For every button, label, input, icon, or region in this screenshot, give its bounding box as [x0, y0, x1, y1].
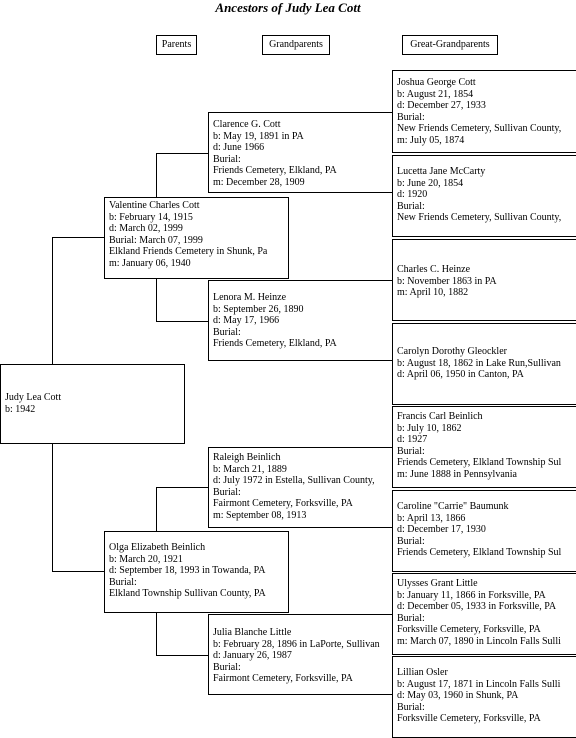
- person-box-great-grandparent-2: [392, 155, 576, 237]
- connector-line: [52, 237, 53, 365]
- birth-text: b: March 20, 1921: [109, 553, 183, 565]
- birth-text: b: May 19, 1891 in PA: [213, 130, 304, 142]
- burial-place-text: Fairmont Cemetery, Forksville, PA: [213, 498, 353, 510]
- birth-text: b: April 13, 1866: [397, 512, 466, 524]
- connector-line: [156, 153, 208, 154]
- person-box-self: [0, 364, 185, 444]
- name-text: Lucetta Jane McCarty: [397, 166, 486, 177]
- connector-line: [52, 443, 53, 572]
- name-text: Carolyn Dorothy Gleockler: [397, 346, 507, 357]
- burial-text: Burial:: [213, 486, 241, 498]
- connector-line: [156, 487, 208, 488]
- birth-text: b: November 1863 in PA: [397, 275, 497, 287]
- marriage-text: m: April 10, 1882: [397, 287, 469, 299]
- header-grandparents: Grandparents: [262, 35, 330, 55]
- birth-text: b: January 11, 1866 in Forksville, PA: [397, 589, 546, 601]
- person-box-father: [104, 197, 289, 279]
- burial-text: Burial: March 07, 1999: [109, 234, 203, 246]
- burial-text: Burial:: [397, 612, 425, 624]
- marriage-text: m: December 28, 1909: [213, 176, 305, 188]
- name-text: Olga Elizabeth Beinlich: [109, 542, 206, 553]
- person-box-paternal-grandmother: [208, 280, 392, 361]
- header-parents: Parents: [156, 35, 197, 55]
- person-box-great-grandparent-6: [392, 490, 576, 572]
- death-text: d: March 02, 1999: [109, 223, 183, 235]
- birth-text: b: August 18, 1862 in Lake Run,Sullivan: [397, 357, 561, 369]
- chart-title: Ancestors of Judy Lea Cott: [215, 0, 361, 15]
- name-text: Raleigh Beinlich: [213, 452, 281, 463]
- death-text: d: June 1966: [213, 142, 265, 154]
- burial-place-text: Friends Cemetery, Elkland, PA: [213, 338, 337, 350]
- person-box-paternal-grandfather: [208, 112, 392, 193]
- name-text: Francis Carl Beinlich: [397, 411, 483, 422]
- burial-text: Burial:: [397, 535, 425, 547]
- death-text: d: 1927: [397, 434, 428, 446]
- connector-line: [52, 237, 104, 238]
- person-box-great-grandparent-3: [392, 239, 576, 321]
- birth-text: b: February 14, 1915: [109, 211, 193, 223]
- burial-text: Burial:: [213, 153, 241, 165]
- person-box-maternal-grandmother: [208, 614, 392, 695]
- person-box-great-grandparent-8: [392, 656, 576, 738]
- name-text: Charles C. Heinze: [397, 264, 471, 275]
- birth-text: b: September 26, 1890: [213, 303, 304, 315]
- name-text: Julia Blanche Little: [213, 627, 292, 638]
- name-text: Lenora M. Heinze: [213, 292, 287, 303]
- marriage-text: m: June 1888 in Pennsylvania: [397, 468, 517, 480]
- burial-place-text: Elkland Township Sullivan County, PA: [109, 588, 266, 600]
- connector-line: [156, 655, 208, 656]
- burial-text: Burial:: [397, 111, 425, 123]
- burial-place-text: Fairmont Cemetery, Forksville, PA: [213, 673, 353, 685]
- person-box-great-grandparent-1: [392, 70, 576, 153]
- connector-line: [156, 153, 157, 198]
- birth-text: b: 1942: [5, 403, 36, 415]
- birth-text: b: June 20, 1854: [397, 177, 464, 189]
- marriage-text: m: July 05, 1874: [397, 134, 465, 146]
- death-text: d: December 05, 1933 in Forksville, PA: [397, 601, 557, 613]
- death-text: d: 1920: [397, 189, 428, 201]
- burial-place-text: Friends Cemetery, Elkland, PA: [213, 165, 337, 177]
- burial-text: Burial:: [397, 200, 425, 212]
- marriage-text: m: March 07, 1890 in Lincoln Falls Sulli: [397, 635, 561, 647]
- burial-place-text: Forksville Cemetery, Forksville, PA: [397, 624, 541, 636]
- connector-line: [156, 487, 157, 531]
- connector-line: [156, 278, 157, 321]
- birth-text: b: February 28, 1896 in LaPorte, Sullivan: [213, 638, 380, 650]
- death-text: d: May 03, 1960 in Shunk, PA: [397, 690, 519, 702]
- marriage-text: m: January 06, 1940: [109, 257, 191, 269]
- name-text: Judy Lea Cott: [5, 392, 62, 403]
- burial-place-text: Elkland Friends Cemetery in Shunk, Pa: [109, 246, 268, 258]
- burial-place-text: Friends Cemetery, Elkland Township Sul: [397, 457, 562, 469]
- burial-text: Burial:: [397, 445, 425, 457]
- connector-line: [156, 612, 157, 656]
- person-box-great-grandparent-5: [392, 406, 576, 488]
- header-great-grandparents: Great-Grandparents: [402, 35, 498, 55]
- death-text: d: April 06, 1950 in Canton, PA: [397, 369, 524, 381]
- name-text: Caroline "Carrie" Baumunk: [397, 501, 509, 512]
- death-text: d: December 27, 1933: [397, 100, 486, 112]
- name-text: Ulysses Grant Little: [397, 578, 478, 589]
- name-text: Clarence G. Cott: [213, 119, 281, 130]
- name-text: Joshua George Cott: [397, 77, 476, 88]
- death-text: d: January 26, 1987: [213, 650, 292, 662]
- burial-place-text: New Friends Cemetery, Sullivan County,: [397, 212, 562, 224]
- birth-text: b: August 17, 1871 in Lincoln Falls Sulli: [397, 678, 561, 690]
- person-box-mother: [104, 531, 289, 613]
- connector-line: [52, 571, 104, 572]
- person-box-maternal-grandfather: [208, 447, 392, 528]
- burial-place-text: Forksville Cemetery, Forksville, PA: [397, 713, 541, 725]
- birth-text: b: March 21, 1889: [213, 463, 287, 475]
- burial-text: Burial:: [397, 701, 425, 713]
- birth-text: b: August 21, 1854: [397, 88, 474, 100]
- name-text: Lillian Osler: [397, 667, 448, 678]
- person-box-great-grandparent-7: [392, 573, 576, 655]
- death-text: d: May 17, 1966: [213, 315, 280, 327]
- death-text: d: September 18, 1993 in Towanda, PA: [109, 565, 266, 577]
- burial-text: Burial:: [109, 576, 137, 588]
- death-text: d: July 1972 in Estella, Sullivan County,: [213, 475, 375, 487]
- person-box-great-grandparent-4: [392, 323, 576, 405]
- death-text: d: December 17, 1930: [397, 524, 486, 536]
- marriage-text: m: September 08, 1913: [213, 509, 307, 521]
- burial-text: Burial:: [213, 326, 241, 338]
- connector-line: [156, 321, 208, 322]
- name-text: Valentine Charles Cott: [109, 200, 200, 211]
- birth-text: b: July 10, 1862: [397, 422, 462, 434]
- burial-place-text: Friends Cemetery, Elkland Township Sul: [397, 547, 562, 559]
- burial-text: Burial:: [213, 661, 241, 673]
- burial-place-text: New Friends Cemetery, Sullivan County,: [397, 123, 562, 135]
